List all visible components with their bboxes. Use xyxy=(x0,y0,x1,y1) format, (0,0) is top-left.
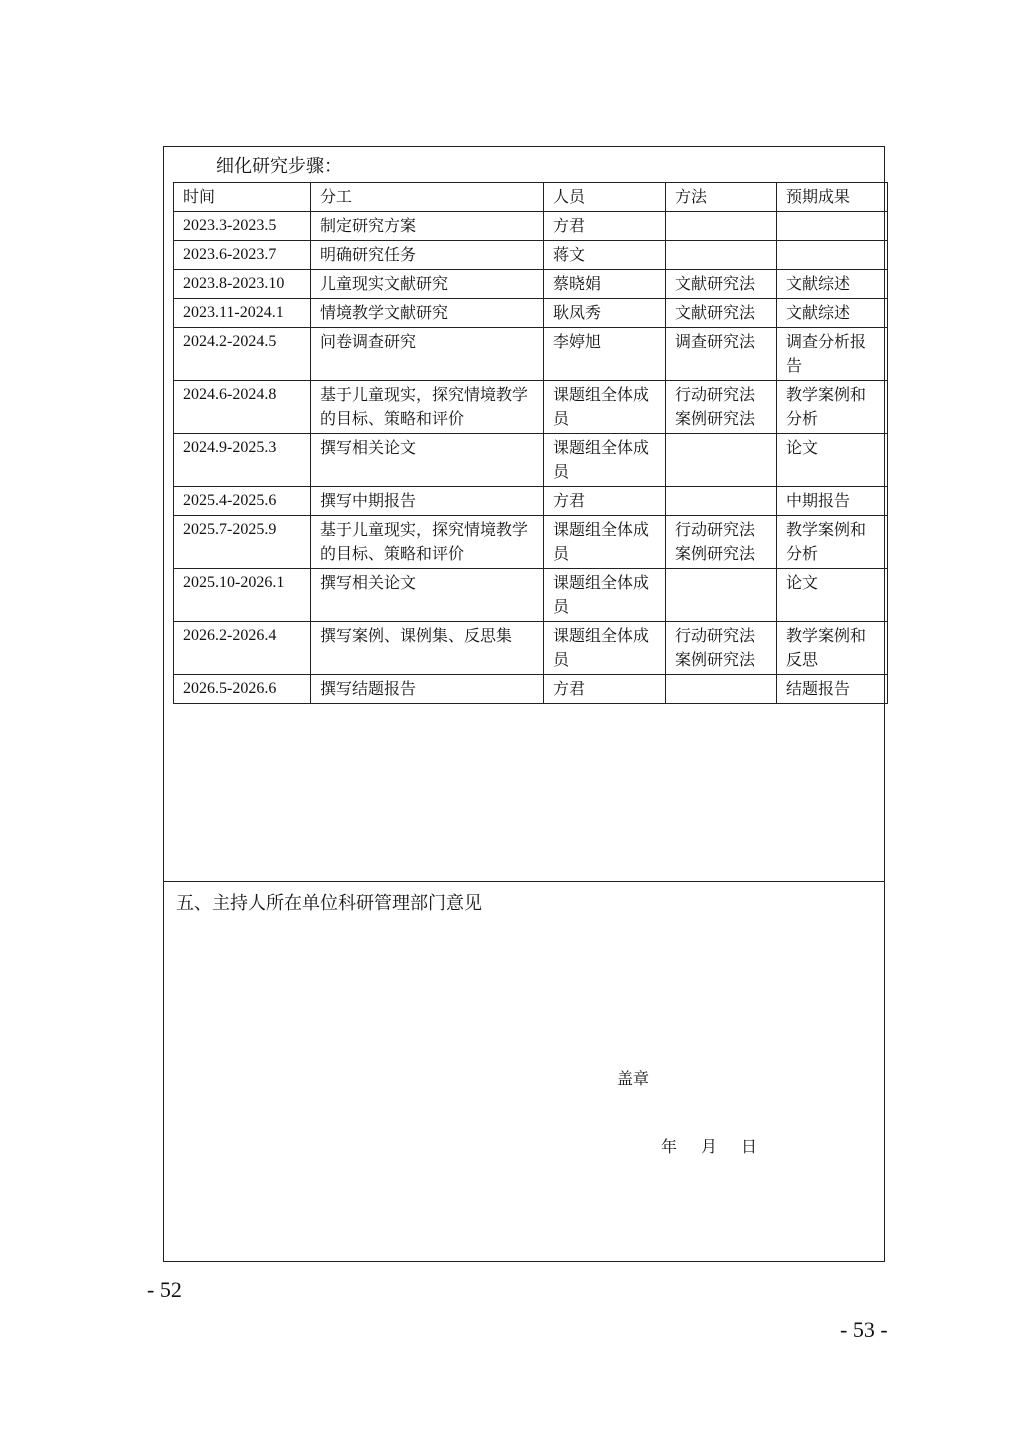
page-number-left: - 52 xyxy=(147,1277,182,1302)
cell-time: 2023.8-2023.10 xyxy=(174,270,311,299)
cell-method xyxy=(666,487,777,516)
cell-time: 2025.7-2025.9 xyxy=(174,516,311,569)
cell-personnel: 课题组全体成员 xyxy=(544,516,666,569)
cell-time: 2026.2-2026.4 xyxy=(174,622,311,675)
cell-outcome: 中期报告 xyxy=(777,487,888,516)
cell-personnel: 耿凤秀 xyxy=(544,299,666,328)
table-row xyxy=(174,381,888,434)
cell-method: 行动研究法案例研究法 xyxy=(666,381,777,434)
cell-method xyxy=(666,241,777,270)
cell-method: 行动研究法案例研究法 xyxy=(666,516,777,569)
cell-method: 文献研究法 xyxy=(666,270,777,299)
cell-personnel: 课题组全体成员 xyxy=(544,434,666,487)
table-row xyxy=(174,434,888,487)
table-row xyxy=(174,299,888,328)
table-row xyxy=(174,622,888,675)
table-row xyxy=(174,212,888,241)
table-row xyxy=(174,516,888,569)
steps-title: 细化研究步骤： xyxy=(216,156,342,177)
seal-label: 盖章 xyxy=(617,1069,650,1088)
cell-time: 2023.11-2024.1 xyxy=(174,299,311,328)
cell-outcome: 调查分析报告 xyxy=(777,328,888,381)
table-row xyxy=(174,487,888,516)
cell-personnel: 方君 xyxy=(544,487,666,516)
cell-task: 情境教学文献研究 xyxy=(311,299,544,328)
table-row xyxy=(174,241,888,270)
opinion-title: 五、主持人所在单位科研管理部门意见 xyxy=(176,893,482,914)
cell-personnel: 课题组全体成员 xyxy=(544,569,666,622)
cell-time: 2024.9-2025.3 xyxy=(174,434,311,487)
cell-personnel: 课题组全体成员 xyxy=(544,381,666,434)
cell-task: 撰写案例、课例集、反思集 xyxy=(311,622,544,675)
table-header-row xyxy=(174,183,888,212)
cell-outcome xyxy=(777,241,888,270)
cell-outcome: 论文 xyxy=(777,569,888,622)
cell-task: 撰写结题报告 xyxy=(311,675,544,704)
opinion-section xyxy=(164,882,884,1262)
research-steps-section xyxy=(164,147,884,882)
cell-method: 调查研究法 xyxy=(666,328,777,381)
date-month: 月 xyxy=(701,1137,718,1156)
cell-personnel: 蔡晓娟 xyxy=(544,270,666,299)
cell-task: 明确研究任务 xyxy=(311,241,544,270)
cell-method xyxy=(666,212,777,241)
cell-task: 问卷调查研究 xyxy=(311,328,544,381)
cell-task: 制定研究方案 xyxy=(311,212,544,241)
cell-task: 撰写相关论文 xyxy=(311,569,544,622)
cell-personnel: 方君 xyxy=(544,675,666,704)
cell-method: 行动研究法案例研究法 xyxy=(666,622,777,675)
table-row xyxy=(174,569,888,622)
cell-method: 文献研究法 xyxy=(666,299,777,328)
cell-outcome: 文献综述 xyxy=(777,270,888,299)
cell-time: 2026.5-2026.6 xyxy=(174,675,311,704)
header-method: 方法 xyxy=(666,183,777,212)
cell-outcome xyxy=(777,212,888,241)
cell-outcome: 结题报告 xyxy=(777,675,888,704)
header-outcome: 预期成果 xyxy=(777,183,888,212)
cell-time: 2025.4-2025.6 xyxy=(174,487,311,516)
cell-task: 撰写相关论文 xyxy=(311,434,544,487)
header-personnel: 人员 xyxy=(544,183,666,212)
cell-personnel: 蒋文 xyxy=(544,241,666,270)
cell-method xyxy=(666,569,777,622)
research-steps-table xyxy=(173,182,888,704)
cell-method xyxy=(666,434,777,487)
cell-task: 儿童现实文献研究 xyxy=(311,270,544,299)
form-frame xyxy=(163,146,885,1262)
cell-personnel: 方君 xyxy=(544,212,666,241)
page-number-right: - 53 - xyxy=(840,1317,888,1342)
cell-outcome: 教学案例和分析 xyxy=(777,381,888,434)
date-line xyxy=(661,1134,757,1157)
table-row xyxy=(174,328,888,381)
cell-task: 基于儿童现实，探究情境教学的目标、策略和评价 xyxy=(311,516,544,569)
cell-task: 撰写中期报告 xyxy=(311,487,544,516)
cell-time: 2025.10-2026.1 xyxy=(174,569,311,622)
cell-personnel: 课题组全体成员 xyxy=(544,622,666,675)
cell-time: 2024.6-2024.8 xyxy=(174,381,311,434)
cell-time: 2023.3-2023.5 xyxy=(174,212,311,241)
header-time: 时间 xyxy=(174,183,311,212)
cell-outcome: 论文 xyxy=(777,434,888,487)
cell-outcome: 文献综述 xyxy=(777,299,888,328)
table-body xyxy=(174,212,888,704)
cell-time: 2024.2-2024.5 xyxy=(174,328,311,381)
cell-outcome: 教学案例和反思 xyxy=(777,622,888,675)
cell-task: 基于儿童现实，探究情境教学的目标、策略和评价 xyxy=(311,381,544,434)
table-row xyxy=(174,675,888,704)
date-day: 日 xyxy=(741,1137,758,1156)
cell-method xyxy=(666,675,777,704)
date-year: 年 xyxy=(661,1137,678,1156)
cell-outcome: 教学案例和分析 xyxy=(777,516,888,569)
header-task: 分工 xyxy=(311,183,544,212)
table-row xyxy=(174,270,888,299)
cell-time: 2023.6-2023.7 xyxy=(174,241,311,270)
cell-personnel: 李婷旭 xyxy=(544,328,666,381)
